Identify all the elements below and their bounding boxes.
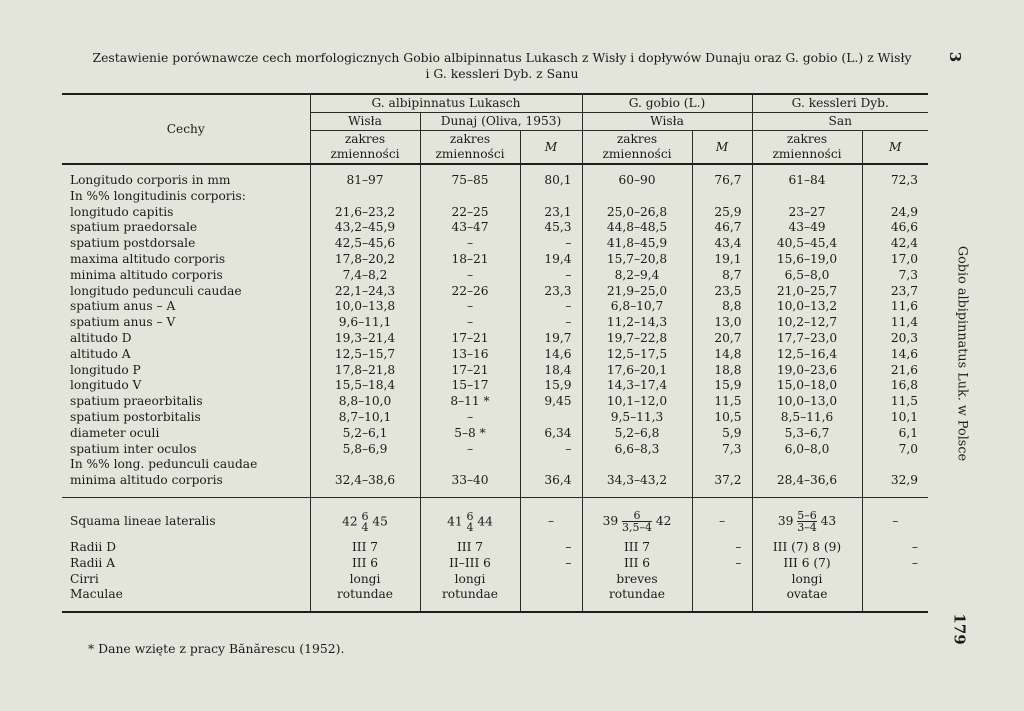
row-label: spatium anus – V bbox=[70, 315, 176, 330]
header-wisla-1: Wisła bbox=[310, 113, 420, 131]
table-cell: 5,8–6,9 bbox=[310, 442, 420, 458]
table-cell: 21,0–25,7 bbox=[752, 284, 862, 300]
table-cell bbox=[520, 189, 582, 205]
footnote: * Dane wzięte z pracy Bănărescu (1952). bbox=[88, 641, 345, 656]
table-cell: 42,5–45,6 bbox=[310, 236, 420, 252]
caption-line-2: i G. kessleri Dyb. z Sanu bbox=[425, 66, 579, 81]
table-cell: III 6 bbox=[582, 556, 692, 572]
table-cell: 11,5 bbox=[862, 394, 928, 410]
table-caption bbox=[62, 50, 942, 82]
table-cell: 46,7 bbox=[692, 220, 752, 236]
table-cell: 43–49 bbox=[752, 220, 862, 236]
table-cell: 9,5–11,3 bbox=[582, 410, 692, 426]
table-cell: II–III 6 bbox=[420, 556, 520, 572]
table-row bbox=[62, 572, 928, 588]
table-cell: – bbox=[420, 268, 520, 284]
table-row-squama bbox=[62, 504, 928, 540]
table-cell: 22–26 bbox=[420, 284, 520, 300]
table-cell: 11,2–14,3 bbox=[582, 315, 692, 331]
table-cell: 21,6 bbox=[862, 363, 928, 379]
table-cell: 8,5–11,6 bbox=[752, 410, 862, 426]
table-cell bbox=[692, 189, 752, 205]
table-cell: – bbox=[520, 268, 582, 284]
table-cell: rotundae bbox=[582, 587, 692, 603]
table-cell: III (7) 8 (9) bbox=[752, 540, 862, 556]
table-cell: rotundae bbox=[420, 587, 520, 603]
table-cell: 11,5 bbox=[692, 394, 752, 410]
table-cell: 15,9 bbox=[692, 378, 752, 394]
table-cell: 14,8 bbox=[692, 347, 752, 363]
table-cell: 6,1 bbox=[862, 426, 928, 442]
table-row bbox=[62, 189, 928, 205]
table-cell: 19,4 bbox=[520, 252, 582, 268]
table-row bbox=[62, 284, 928, 300]
table-cell: 15,7–20,8 bbox=[582, 252, 692, 268]
table-cell: 18–21 bbox=[420, 252, 520, 268]
table-row bbox=[62, 426, 928, 442]
table-cell bbox=[692, 572, 752, 588]
table-cell: 7,3 bbox=[862, 268, 928, 284]
table-cell: rotundae bbox=[310, 587, 420, 603]
table-row bbox=[62, 410, 928, 426]
row-label: longitudo capitis bbox=[70, 204, 174, 219]
cell-squama-2: 41 6 4 44 bbox=[420, 504, 520, 540]
table-row bbox=[62, 299, 928, 315]
table-cell: III 7 bbox=[582, 540, 692, 556]
table-body-measurements bbox=[62, 164, 928, 497]
table-cell: – bbox=[862, 556, 928, 572]
table-cell: 13,0 bbox=[692, 315, 752, 331]
table-cell: 11,6 bbox=[862, 299, 928, 315]
table-cell bbox=[520, 410, 582, 426]
table-cell: 10,2–12,7 bbox=[752, 315, 862, 331]
row-label: diameter oculi bbox=[70, 425, 160, 440]
table-cell: 5,2–6,1 bbox=[310, 426, 420, 442]
table-cell: 17–21 bbox=[420, 363, 520, 379]
table-row bbox=[62, 347, 928, 363]
table-cell: 72,3 bbox=[862, 173, 928, 189]
table-cell: 11,4 bbox=[862, 315, 928, 331]
table-cell: 19,3–21,4 bbox=[310, 331, 420, 347]
table-cell: 5,3–6,7 bbox=[752, 426, 862, 442]
table-cell: 23,3 bbox=[520, 284, 582, 300]
header-albipinnatus: G. albipinnatus Lukasch bbox=[310, 94, 582, 113]
row-label: spatium postdorsale bbox=[70, 236, 196, 251]
table-cell: 42,4 bbox=[862, 236, 928, 252]
table-cell: 19,0–23,6 bbox=[752, 363, 862, 379]
header-mean: M bbox=[520, 131, 582, 165]
table-cell bbox=[520, 572, 582, 588]
table-cell bbox=[862, 457, 928, 473]
row-label: longitudo P bbox=[70, 362, 141, 377]
table-cell: 6,34 bbox=[520, 426, 582, 442]
table-cell: 14,6 bbox=[520, 347, 582, 363]
header-mean: M bbox=[862, 131, 928, 165]
table-row bbox=[62, 363, 928, 379]
table-cell: 46,6 bbox=[862, 220, 928, 236]
table-cell: 17,8–20,2 bbox=[310, 252, 420, 268]
table-cell: 12,5–15,7 bbox=[310, 347, 420, 363]
running-head bbox=[952, 238, 972, 468]
row-label: spatium postorbitalis bbox=[70, 409, 201, 424]
table-cell: 28,4–36,6 bbox=[752, 473, 862, 489]
row-label: spatium praedorsale bbox=[70, 220, 198, 235]
row-label: In %% long. pedunculi caudae bbox=[70, 457, 258, 472]
header-cechy: Cechy bbox=[62, 94, 310, 164]
table-cell: 9,6–11,1 bbox=[310, 315, 420, 331]
table-cell: 21,9–25,0 bbox=[582, 284, 692, 300]
row-label: Longitudo corporis in mm bbox=[70, 173, 231, 187]
table-cell: 32,4–38,6 bbox=[310, 473, 420, 489]
table-row bbox=[62, 457, 928, 473]
table-cell: – bbox=[520, 236, 582, 252]
table-cell: – bbox=[520, 442, 582, 458]
table-cell: III 6 bbox=[310, 556, 420, 572]
table-cell: 22,1–24,3 bbox=[310, 284, 420, 300]
table-cell: 25,0–26,8 bbox=[582, 205, 692, 221]
table-cell: – bbox=[520, 540, 582, 556]
table-cell: 12,5–16,4 bbox=[752, 347, 862, 363]
table-row bbox=[62, 205, 928, 221]
table-cell bbox=[310, 457, 420, 473]
table-cell: 21,6–23,2 bbox=[310, 205, 420, 221]
table-cell: 17,0 bbox=[862, 252, 928, 268]
header-zakres: zakres zmienności bbox=[420, 131, 520, 165]
row-label: spatium anus – A bbox=[70, 299, 176, 314]
header-gobio: G. gobio (L.) bbox=[582, 94, 752, 113]
table-cell: 24,9 bbox=[862, 205, 928, 221]
table-cell: 43–47 bbox=[420, 220, 520, 236]
header-kessleri: G. kessleri Dyb. bbox=[752, 94, 928, 113]
row-label: longitudo V bbox=[70, 378, 142, 393]
table-row bbox=[62, 587, 928, 603]
table-cell: 15,9 bbox=[520, 378, 582, 394]
table-cell bbox=[692, 457, 752, 473]
table-cell: 8,7 bbox=[692, 268, 752, 284]
table-cell: 17,8–21,8 bbox=[310, 363, 420, 379]
table-cell: 15–17 bbox=[420, 378, 520, 394]
table-row bbox=[62, 378, 928, 394]
table-cell: 32,9 bbox=[862, 473, 928, 489]
table-row bbox=[62, 252, 928, 268]
cell-squama-6: 39 $\frac{5-6}{3-4}$ 43 bbox=[752, 504, 862, 540]
row-label: longitudo pedunculi caudae bbox=[70, 283, 242, 298]
table-cell: 19,7 bbox=[520, 331, 582, 347]
table-cell: 36,4 bbox=[520, 473, 582, 489]
table-cell bbox=[520, 457, 582, 473]
table-cell: longi bbox=[310, 572, 420, 588]
table-cell: 43,2–45,9 bbox=[310, 220, 420, 236]
table-cell bbox=[862, 189, 928, 205]
table-cell: – bbox=[420, 236, 520, 252]
table-cell: 10,5 bbox=[692, 410, 752, 426]
table-cell: – bbox=[420, 410, 520, 426]
table-cell: 20,7 bbox=[692, 331, 752, 347]
table-cell: 15,0–18,0 bbox=[752, 378, 862, 394]
table-cell bbox=[520, 587, 582, 603]
table-cell: 10,0–13,2 bbox=[752, 299, 862, 315]
cell-squama-7: – bbox=[862, 504, 928, 540]
table-row bbox=[62, 173, 928, 189]
table-cell bbox=[752, 457, 862, 473]
row-label: minima altitudo corporis bbox=[70, 267, 223, 282]
table-cell: 5,9 bbox=[692, 426, 752, 442]
row-label: maxima altitudo corporis bbox=[70, 251, 226, 266]
table-cell: 5–8 * bbox=[420, 426, 520, 442]
table-cell: 23–27 bbox=[752, 205, 862, 221]
row-label: Radii A bbox=[70, 555, 115, 570]
cell-squama-5: – bbox=[692, 504, 752, 540]
row-label: Maculae bbox=[70, 587, 123, 602]
table-cell: breves bbox=[582, 572, 692, 588]
cell-squama-1: 42 6 4 45 bbox=[310, 504, 420, 540]
table-cell: longi bbox=[420, 572, 520, 588]
table-cell: – bbox=[520, 315, 582, 331]
table-cell: 18,8 bbox=[692, 363, 752, 379]
header-dunaj: Dunaj (Oliva, 1953) bbox=[420, 113, 582, 131]
table-cell: 6,0–8,0 bbox=[752, 442, 862, 458]
table-cell: 75–85 bbox=[420, 173, 520, 189]
table-row bbox=[62, 331, 928, 347]
table-cell: – bbox=[420, 299, 520, 315]
table-cell: 13–16 bbox=[420, 347, 520, 363]
table-row bbox=[62, 442, 928, 458]
table-cell: 8,7–10,1 bbox=[310, 410, 420, 426]
row-label: Cirri bbox=[70, 571, 99, 586]
caption-line-1: Zestawienie porównawcze cech morfologicznych Gobio albipinnatus Lukasch z Wisły i dopływów Dunaju oraz G. gobio (L.) z Wisły bbox=[92, 50, 912, 65]
row-label: In %% longitudinis corporis: bbox=[70, 188, 246, 203]
table-cell: 41,8–45,9 bbox=[582, 236, 692, 252]
table-cell: 8,2–9,4 bbox=[582, 268, 692, 284]
table-cell: 23,5 bbox=[692, 284, 752, 300]
header-zakres: zakres zmienności bbox=[582, 131, 692, 165]
table-cell: 7,0 bbox=[862, 442, 928, 458]
table-cell: 76,7 bbox=[692, 173, 752, 189]
table-cell: 7,4–8,2 bbox=[310, 268, 420, 284]
table-row bbox=[62, 220, 928, 236]
table-cell: 19,7–22,8 bbox=[582, 331, 692, 347]
table-cell: longi bbox=[752, 572, 862, 588]
table-cell: 44,8–48,5 bbox=[582, 220, 692, 236]
table-cell: 15,6–19,0 bbox=[752, 252, 862, 268]
table-cell: 10,0–13,0 bbox=[752, 394, 862, 410]
table-cell: 37,2 bbox=[692, 473, 752, 489]
row-label: Squama lineae lateralis bbox=[70, 514, 216, 529]
table-cell: – bbox=[862, 540, 928, 556]
table-row bbox=[62, 540, 928, 556]
table-cell: 23,7 bbox=[862, 284, 928, 300]
table-cell bbox=[582, 189, 692, 205]
table-cell: 10,0–13,8 bbox=[310, 299, 420, 315]
row-label: altitudo D bbox=[70, 330, 132, 345]
table-cell: 5,2–6,8 bbox=[582, 426, 692, 442]
header-san: San bbox=[752, 113, 928, 131]
header-mean: M bbox=[692, 131, 752, 165]
table-cell: – bbox=[420, 315, 520, 331]
table-cell bbox=[420, 189, 520, 205]
table-row bbox=[62, 556, 928, 572]
table-cell: 6,5–8,0 bbox=[752, 268, 862, 284]
header-zakres: zakres zmienności bbox=[310, 131, 420, 165]
table-cell: III 7 bbox=[420, 540, 520, 556]
table-cell bbox=[692, 587, 752, 603]
table-cell: – bbox=[520, 299, 582, 315]
table-cell: 18,4 bbox=[520, 363, 582, 379]
table-cell: 34,3–43,2 bbox=[582, 473, 692, 489]
table-cell: 19,1 bbox=[692, 252, 752, 268]
row-label: minima altitudo corporis bbox=[70, 473, 223, 488]
table-cell: 14,6 bbox=[862, 347, 928, 363]
table-cell bbox=[862, 572, 928, 588]
row-label: altitudo A bbox=[70, 346, 131, 361]
row-label: spatium praeorbitalis bbox=[70, 394, 203, 409]
header-zakres: zakres zmienności bbox=[752, 131, 862, 165]
page-number: 179 bbox=[950, 613, 969, 645]
running-head-text: Gobio albipinnatus Luk. w Polsce bbox=[954, 245, 970, 462]
table-cell: 12,5–17,5 bbox=[582, 347, 692, 363]
table-cell: 45,3 bbox=[520, 220, 582, 236]
table-cell bbox=[310, 189, 420, 205]
table-cell: 8,8–10,0 bbox=[310, 394, 420, 410]
table-cell: 61–84 bbox=[752, 173, 862, 189]
table-cell: 25,9 bbox=[692, 205, 752, 221]
table-cell: 6,8–10,7 bbox=[582, 299, 692, 315]
table-cell: 16,8 bbox=[862, 378, 928, 394]
table-cell: 17,7–23,0 bbox=[752, 331, 862, 347]
table-cell: 9,45 bbox=[520, 394, 582, 410]
table-cell: 60–90 bbox=[582, 173, 692, 189]
table-cell: 17,6–20,1 bbox=[582, 363, 692, 379]
table-cell: 7,3 bbox=[692, 442, 752, 458]
table-cell: 33–40 bbox=[420, 473, 520, 489]
row-label: spatium inter oculos bbox=[70, 441, 197, 456]
table-cell: 22–25 bbox=[420, 205, 520, 221]
table-row bbox=[62, 394, 928, 410]
table-cell: – bbox=[420, 442, 520, 458]
comparison-table bbox=[62, 93, 928, 613]
table-body-meristics bbox=[62, 497, 928, 612]
page-marker-top: 3 bbox=[946, 51, 965, 63]
table-cell: 6,6–8,3 bbox=[582, 442, 692, 458]
cell-squama-4: 39 $\frac{6}{3,5-4}$ 42 bbox=[582, 504, 692, 540]
table-cell: 81–97 bbox=[310, 173, 420, 189]
cell-squama-3: – bbox=[520, 504, 582, 540]
table-cell: III 7 bbox=[310, 540, 420, 556]
table-cell bbox=[752, 189, 862, 205]
row-label: Radii D bbox=[70, 539, 116, 554]
table-cell: 10,1–12,0 bbox=[582, 394, 692, 410]
table-cell: ovatae bbox=[752, 587, 862, 603]
table-cell: 23,1 bbox=[520, 205, 582, 221]
table-cell: 10,1 bbox=[862, 410, 928, 426]
table-row bbox=[62, 236, 928, 252]
table-cell bbox=[420, 457, 520, 473]
table-cell: 17–21 bbox=[420, 331, 520, 347]
table-cell: 40,5–45,4 bbox=[752, 236, 862, 252]
table-cell: – bbox=[692, 540, 752, 556]
table-header bbox=[62, 94, 928, 164]
table-cell: III 6 (7) bbox=[752, 556, 862, 572]
table-row bbox=[62, 268, 928, 284]
table-cell: 8,8 bbox=[692, 299, 752, 315]
header-wisla-2: Wisła bbox=[582, 113, 752, 131]
table-cell bbox=[582, 457, 692, 473]
table-cell: – bbox=[692, 556, 752, 572]
table-cell bbox=[862, 587, 928, 603]
table-cell: 8–11 * bbox=[420, 394, 520, 410]
table-cell: 43,4 bbox=[692, 236, 752, 252]
table-cell: 15,5–18,4 bbox=[310, 378, 420, 394]
table-cell: 80,1 bbox=[520, 173, 582, 189]
table-cell: – bbox=[520, 556, 582, 572]
table-cell: 14,3–17,4 bbox=[582, 378, 692, 394]
table-row bbox=[62, 473, 928, 489]
table-cell: 20,3 bbox=[862, 331, 928, 347]
table-row bbox=[62, 315, 928, 331]
